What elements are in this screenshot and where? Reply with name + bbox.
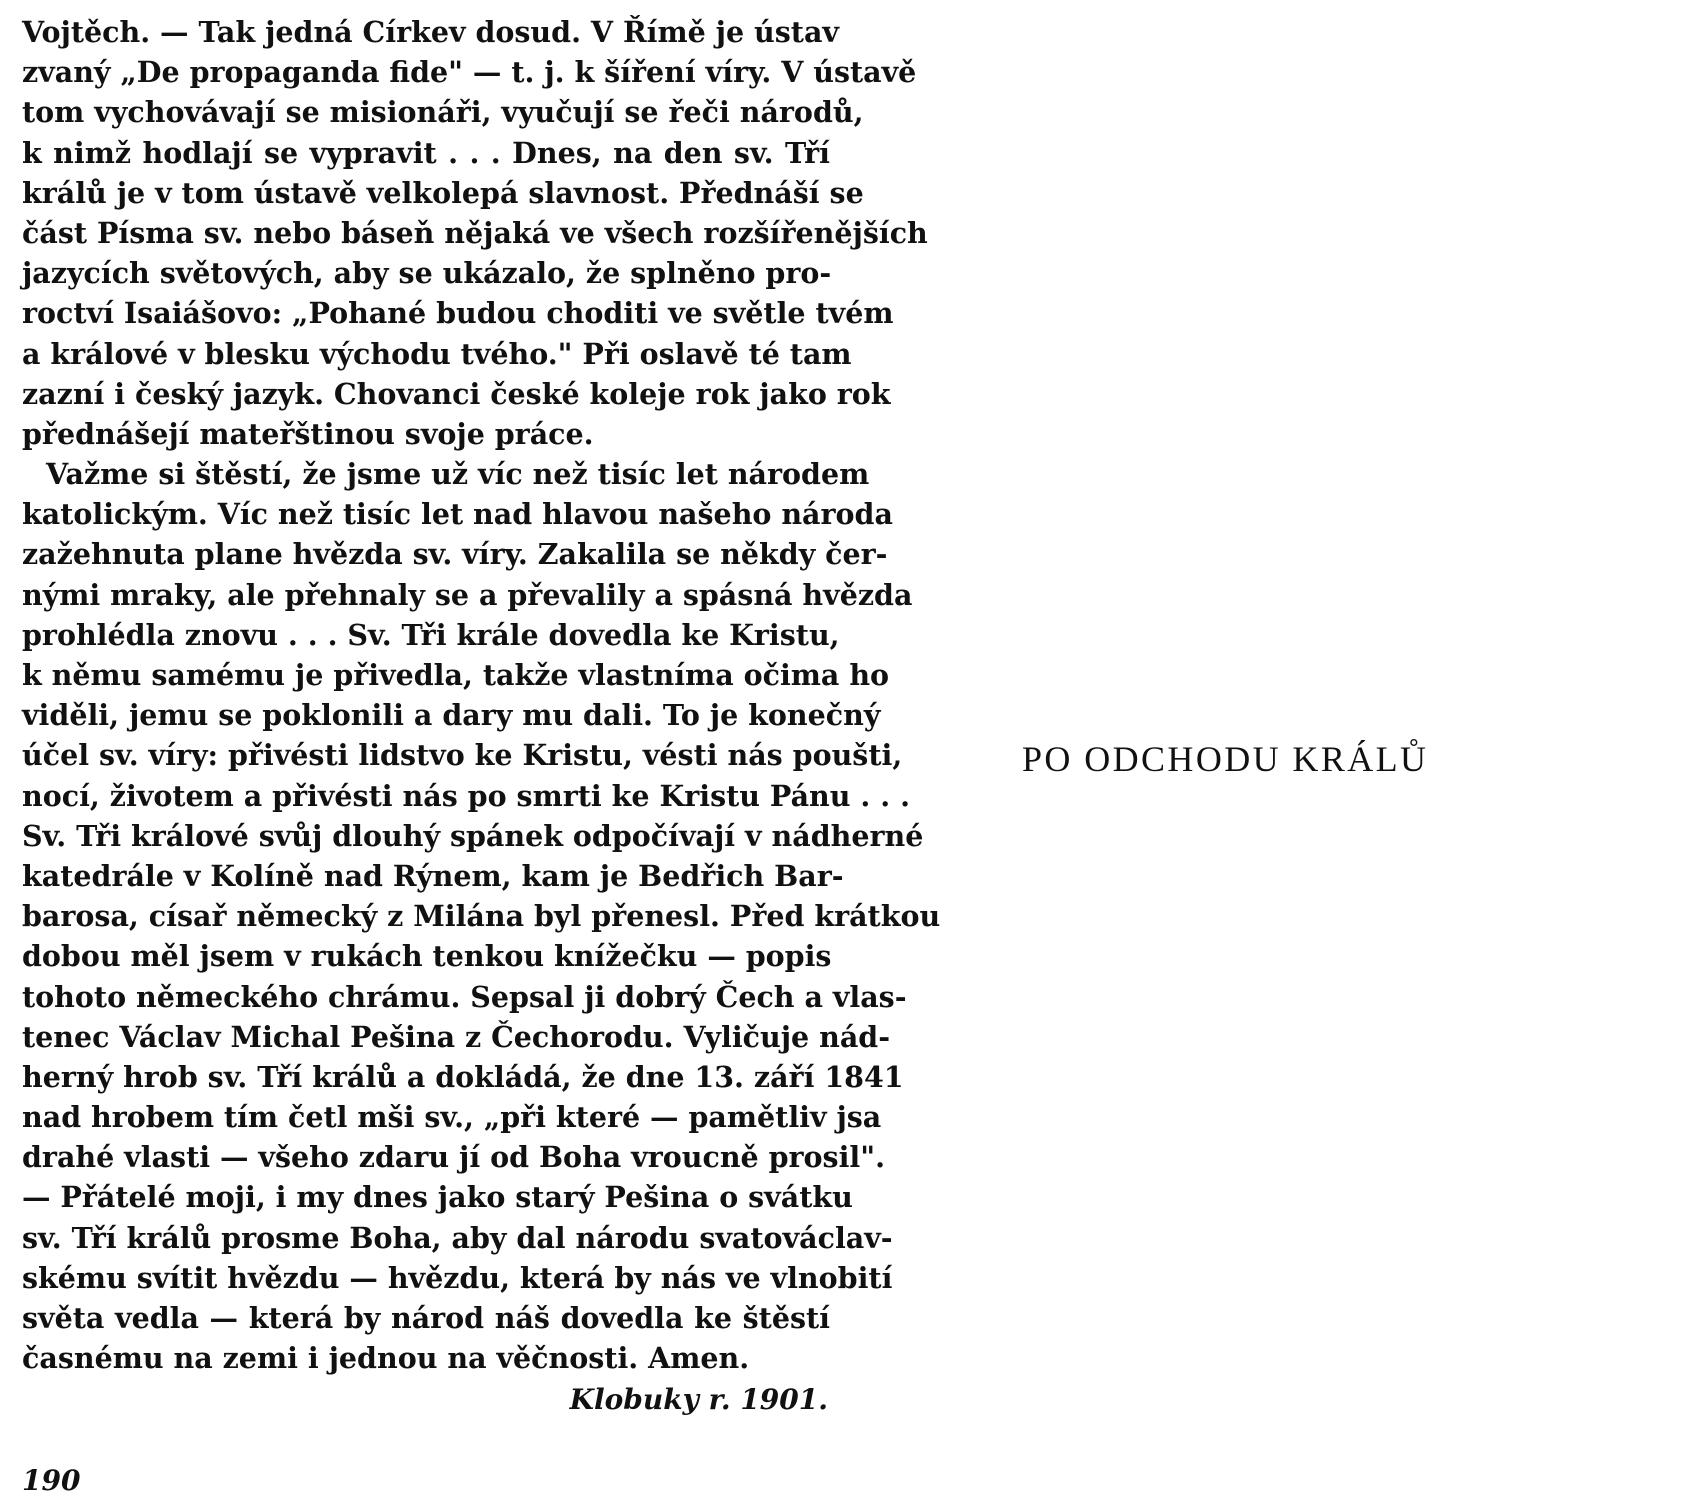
text-line: herný hrob sv. Tří králů a dokládá, že dne 13. září 1841 — [22, 1059, 904, 1094]
text-line: tohoto německého chrámu. Sepsal ji dobrý Čech a vlas- — [22, 979, 907, 1014]
text-line: nad hrobem tím četl mši sv., „při které — pamětliv jsa — [22, 1100, 882, 1135]
left-page-text — [22, 12, 941, 1422]
text-line: — Přátelé moji, i my dnes jako starý Pešina o svátku — [22, 1180, 853, 1215]
text-line: tenec Václav Michal Pešina z Čechorodu. Vyličuje nád- — [22, 1019, 891, 1054]
text-line: tom vychovávají se misionáři, vyučují se řeči národů, — [22, 95, 864, 130]
text-line: prohlédla znovu . . . Sv. Tři krále dovedla ke Kristu, — [22, 617, 840, 652]
text-line: drahé vlasti — všeho zdaru jí od Boha vroucně prosil". — [22, 1140, 886, 1175]
text-line: barosa, císař německý z Milána byl přenesl. Před krátkou — [22, 899, 941, 934]
text-line: Vojtěch. — Tak jedná Církev dosud. V Římě je ústav — [22, 15, 839, 49]
text-line: skému svítit hvězdu — hvězdu, která by nás ve vlnobití — [22, 1260, 893, 1295]
signature: Klobuky r. 1901. — [569, 1383, 828, 1417]
text-line: nocí, životem a přivésti nás po smrti ke Kristu Pánu . . . — [22, 778, 911, 813]
text-line: a králové v blesku východu tvého." Při oslavě té tam — [22, 336, 852, 371]
text-line: světa vedla — která by národ náš dovedla ke štěstí — [22, 1301, 830, 1335]
text-line: dobou měl jsem v rukách tenkou knížečku — popis — [22, 939, 832, 974]
paragraph-start-line: Važme si štěstí, že jsme už víc než tisíc let národem — [46, 457, 870, 492]
text-line: roctví Isaiášovo: „Pohané budou choditi ve světle tvém — [22, 296, 894, 331]
text-line: zvaný „De propaganda fide" — t. j. k šíření víry. V ústavě — [22, 55, 917, 90]
text-line: část Písma sv. nebo báseň nějaká ve všech rozšířenějších — [22, 215, 928, 250]
text-line: sv. Tří králů prosme Boha, aby dal národu svatováclav- — [22, 1220, 893, 1255]
text-line: k nimž hodlají se vypravit . . . Dnes, na den sv. Tří — [22, 135, 830, 170]
text-line: nými mraky, ale přehnaly se a převalily a spásná hvězda — [22, 577, 913, 612]
text-line: králů je v tom ústavě velkolepá slavnost. Přednáší se — [22, 175, 864, 210]
paragraph-end-line: časnému na zemi i jednou na věčnosti. Amen. — [22, 1341, 750, 1376]
text-line: k němu samému je přivedla, takže vlastníma očima ho — [22, 658, 890, 692]
text-line: zažehnuta plane hvězda sv. víry. Zakalila se někdy čer- — [22, 537, 888, 572]
text-line: zazní i český jazyk. Chovanci české koleje rok jako rok — [22, 376, 891, 411]
text-line: viděli, jemu se poklonili a dary mu dali. To je konečný — [22, 698, 881, 733]
text-line: jazycích světových, aby se ukázalo, že splněno pro- — [22, 256, 832, 291]
chapter-title: PO ODCHODU KRÁLŮ — [1022, 739, 1429, 779]
text-line: katedrále v Kolíně nad Rýnem, kam je Bedřich Bar- — [22, 858, 844, 893]
text-line: účel sv. víry: přivésti lidstvo ke Kristu, vésti nás poušti, — [22, 738, 903, 773]
text-line: Sv. Tři králové svůj dlouhý spánek odpočívají v nádherné — [22, 818, 924, 853]
paragraph-end-line: přednášejí mateřštinou svoje práce. — [22, 416, 594, 451]
text-line: katolickým. Víc než tisíc let nad hlavou našeho národa — [22, 497, 893, 532]
page-number: 190 — [22, 1464, 81, 1497]
